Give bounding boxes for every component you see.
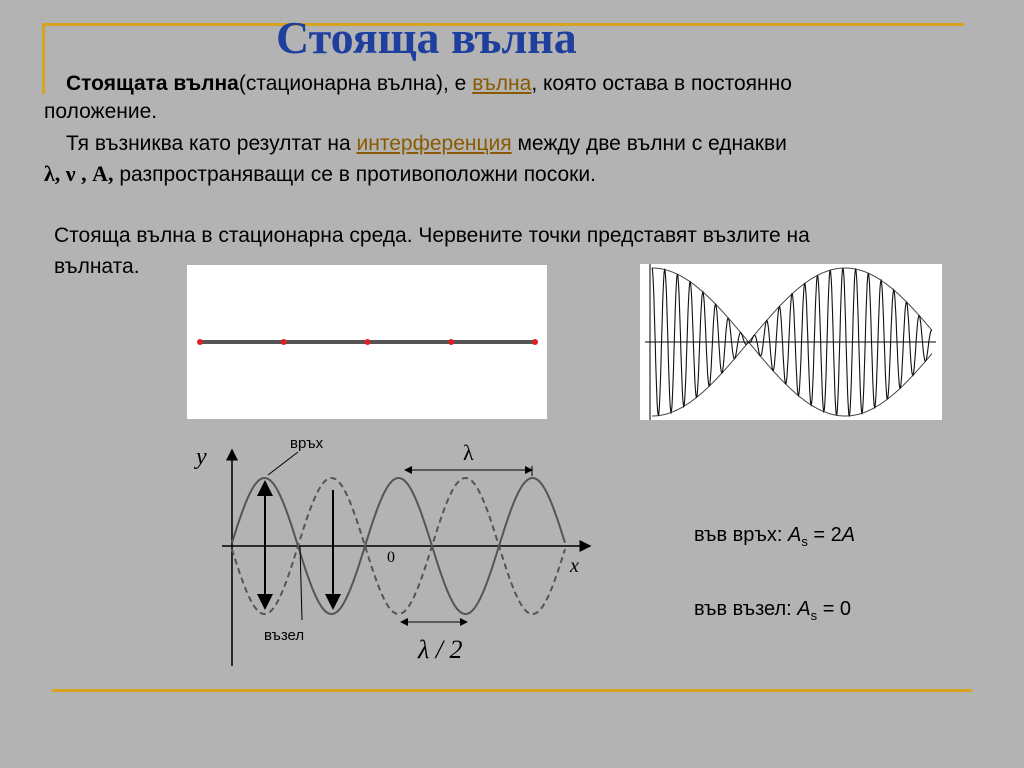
- caption-line-1: Стояща вълна в стационарна среда. Червените точки представят възлите на: [54, 224, 810, 247]
- peak-pointer: [268, 452, 298, 475]
- node-formula: [694, 598, 851, 623]
- intro-after-term: (стационарна вълна), е: [238, 72, 473, 95]
- antinode-rhs: A: [841, 524, 856, 546]
- caption-line-2: вълната.: [54, 255, 140, 278]
- link-wave[interactable]: вълна: [472, 72, 532, 95]
- wave-symbols: λ, ν , A,: [44, 161, 114, 186]
- string-node: [281, 339, 287, 345]
- string-svg: [187, 265, 547, 419]
- antinode-prefix: във връх:: [694, 524, 789, 546]
- link-interference[interactable]: интерференция: [356, 132, 512, 155]
- intro-term: Стоящата вълна: [66, 72, 239, 95]
- antinode-sub: s: [801, 534, 808, 549]
- x-axis-label: x: [570, 555, 579, 577]
- envelope-plot-panel: [640, 264, 942, 420]
- y-axis-label: y: [196, 444, 207, 470]
- origin-label: 0: [387, 549, 395, 566]
- node-label: възел: [264, 627, 305, 644]
- antinode-var: A: [788, 524, 802, 546]
- slide-title: Стояща вълна: [276, 12, 577, 63]
- intro-line3-post: между две вълни с еднакви: [511, 132, 787, 155]
- node-sub: s: [810, 608, 818, 623]
- intro-line-3: [44, 130, 984, 158]
- antinode-eq: = 2: [807, 524, 842, 546]
- wavelength-label: λ: [463, 440, 474, 465]
- node-var: A: [797, 598, 811, 620]
- peak-label: връх: [290, 435, 324, 452]
- string-node: [532, 339, 538, 345]
- frame-bottom-rule: [52, 689, 972, 692]
- intro-line3-pre: Тя възниква като резултат на: [66, 132, 357, 155]
- standing-wave-diagram: [180, 430, 610, 670]
- antinode-formula: [694, 524, 855, 549]
- string-node: [197, 339, 203, 345]
- string-node: [448, 339, 454, 345]
- envelope-upper-curve: [652, 268, 932, 342]
- intro-line-2: положение.: [44, 100, 158, 123]
- envelope-svg: [640, 264, 942, 420]
- string-animation-panel: [187, 265, 547, 419]
- intro-line-4: [44, 160, 984, 189]
- string-node: [365, 339, 371, 345]
- intro-after-link1: , която остава в постоянно: [531, 72, 792, 95]
- node-prefix: във възел:: [694, 598, 798, 620]
- intro-line4: разпространяващи се в противоположни посоки.: [113, 163, 596, 186]
- intro-line-1: [44, 70, 984, 98]
- half-wavelength-label: λ / 2: [418, 635, 463, 664]
- node-eq: = 0: [817, 598, 852, 620]
